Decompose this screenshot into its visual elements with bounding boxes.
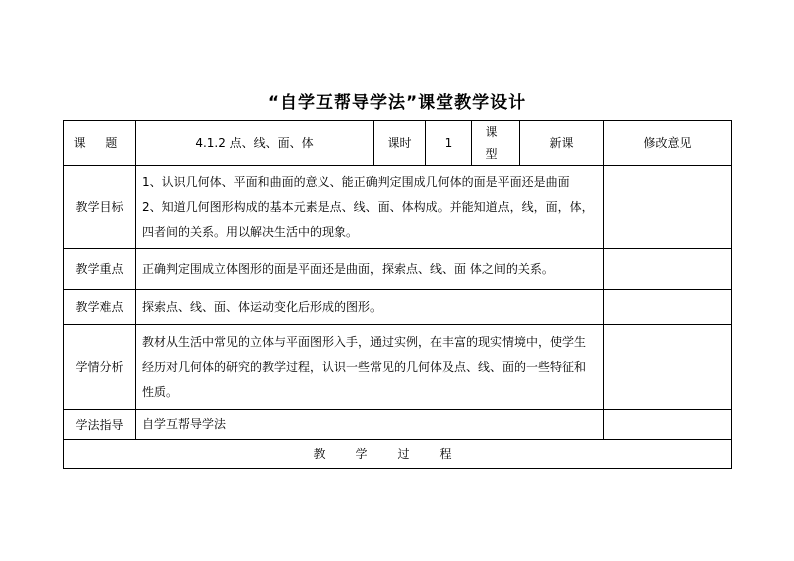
type-label: 课 型 xyxy=(472,121,520,166)
difficulties-revision-cell[interactable] xyxy=(604,290,732,325)
topic-label: 课 题 xyxy=(64,121,136,166)
key-points-label: 教学重点 xyxy=(64,249,136,290)
period-label: 课时 xyxy=(374,121,426,166)
objective-line-1: 1、认识几何体、平面和曲面的意义、能正确判定围成几何体的面是平面还是曲面 xyxy=(142,174,570,189)
student-analysis-revision-cell[interactable] xyxy=(604,325,732,410)
objectives-label: 教学目标 xyxy=(64,166,136,249)
revision-label: 修改意见 xyxy=(604,121,732,166)
objective-line-2: 2、知道几何图形构成的基本元素是点、线、面、体构成。并能知道点，线，面，体，四者间的关系。用以解决生活中的现象。 xyxy=(142,199,594,239)
document-title: “自学互帮导学法”课堂教学设计 xyxy=(267,93,527,113)
row-method-guidance xyxy=(64,410,732,440)
difficulties-label: 教学难点 xyxy=(64,290,136,325)
type-value: 新课 xyxy=(520,121,604,166)
row-student-analysis xyxy=(64,325,732,410)
lesson-plan-table xyxy=(63,120,732,469)
row-key-points xyxy=(64,249,732,290)
key-points-content: 正确判定围成立体图形的面是平面还是曲面，探索点、线、面 体之间的关系。 xyxy=(136,249,604,290)
student-analysis-label: 学情分析 xyxy=(64,325,136,410)
method-guidance-revision-cell[interactable] xyxy=(604,410,732,440)
objectives-revision-cell[interactable] xyxy=(604,166,732,249)
difficulties-content: 探索点、线、面、体运动变化后形成的图形。 xyxy=(136,290,604,325)
row-difficulties xyxy=(64,290,732,325)
teaching-process-label: 教学过程 xyxy=(64,440,732,469)
student-analysis-content: 教材从生活中常见的立体与平面图形入手，通过实例，在丰富的现实情境中，使学生经历对几何体的研究的教学过程，认识一些常见的几何体及点、线、面的一些特征和性质。 xyxy=(136,325,604,410)
topic-value: 4.1.2 点、线、面、体 xyxy=(136,121,374,166)
objectives-content xyxy=(136,166,604,249)
method-guidance-label: 学法指导 xyxy=(64,410,136,440)
row-teaching-process xyxy=(64,440,732,469)
row-objectives xyxy=(64,166,732,249)
header-row xyxy=(64,121,732,166)
method-guidance-content: 自学互帮导学法 xyxy=(136,410,604,440)
period-value: 1 xyxy=(426,121,472,166)
key-points-revision-cell[interactable] xyxy=(604,249,732,290)
